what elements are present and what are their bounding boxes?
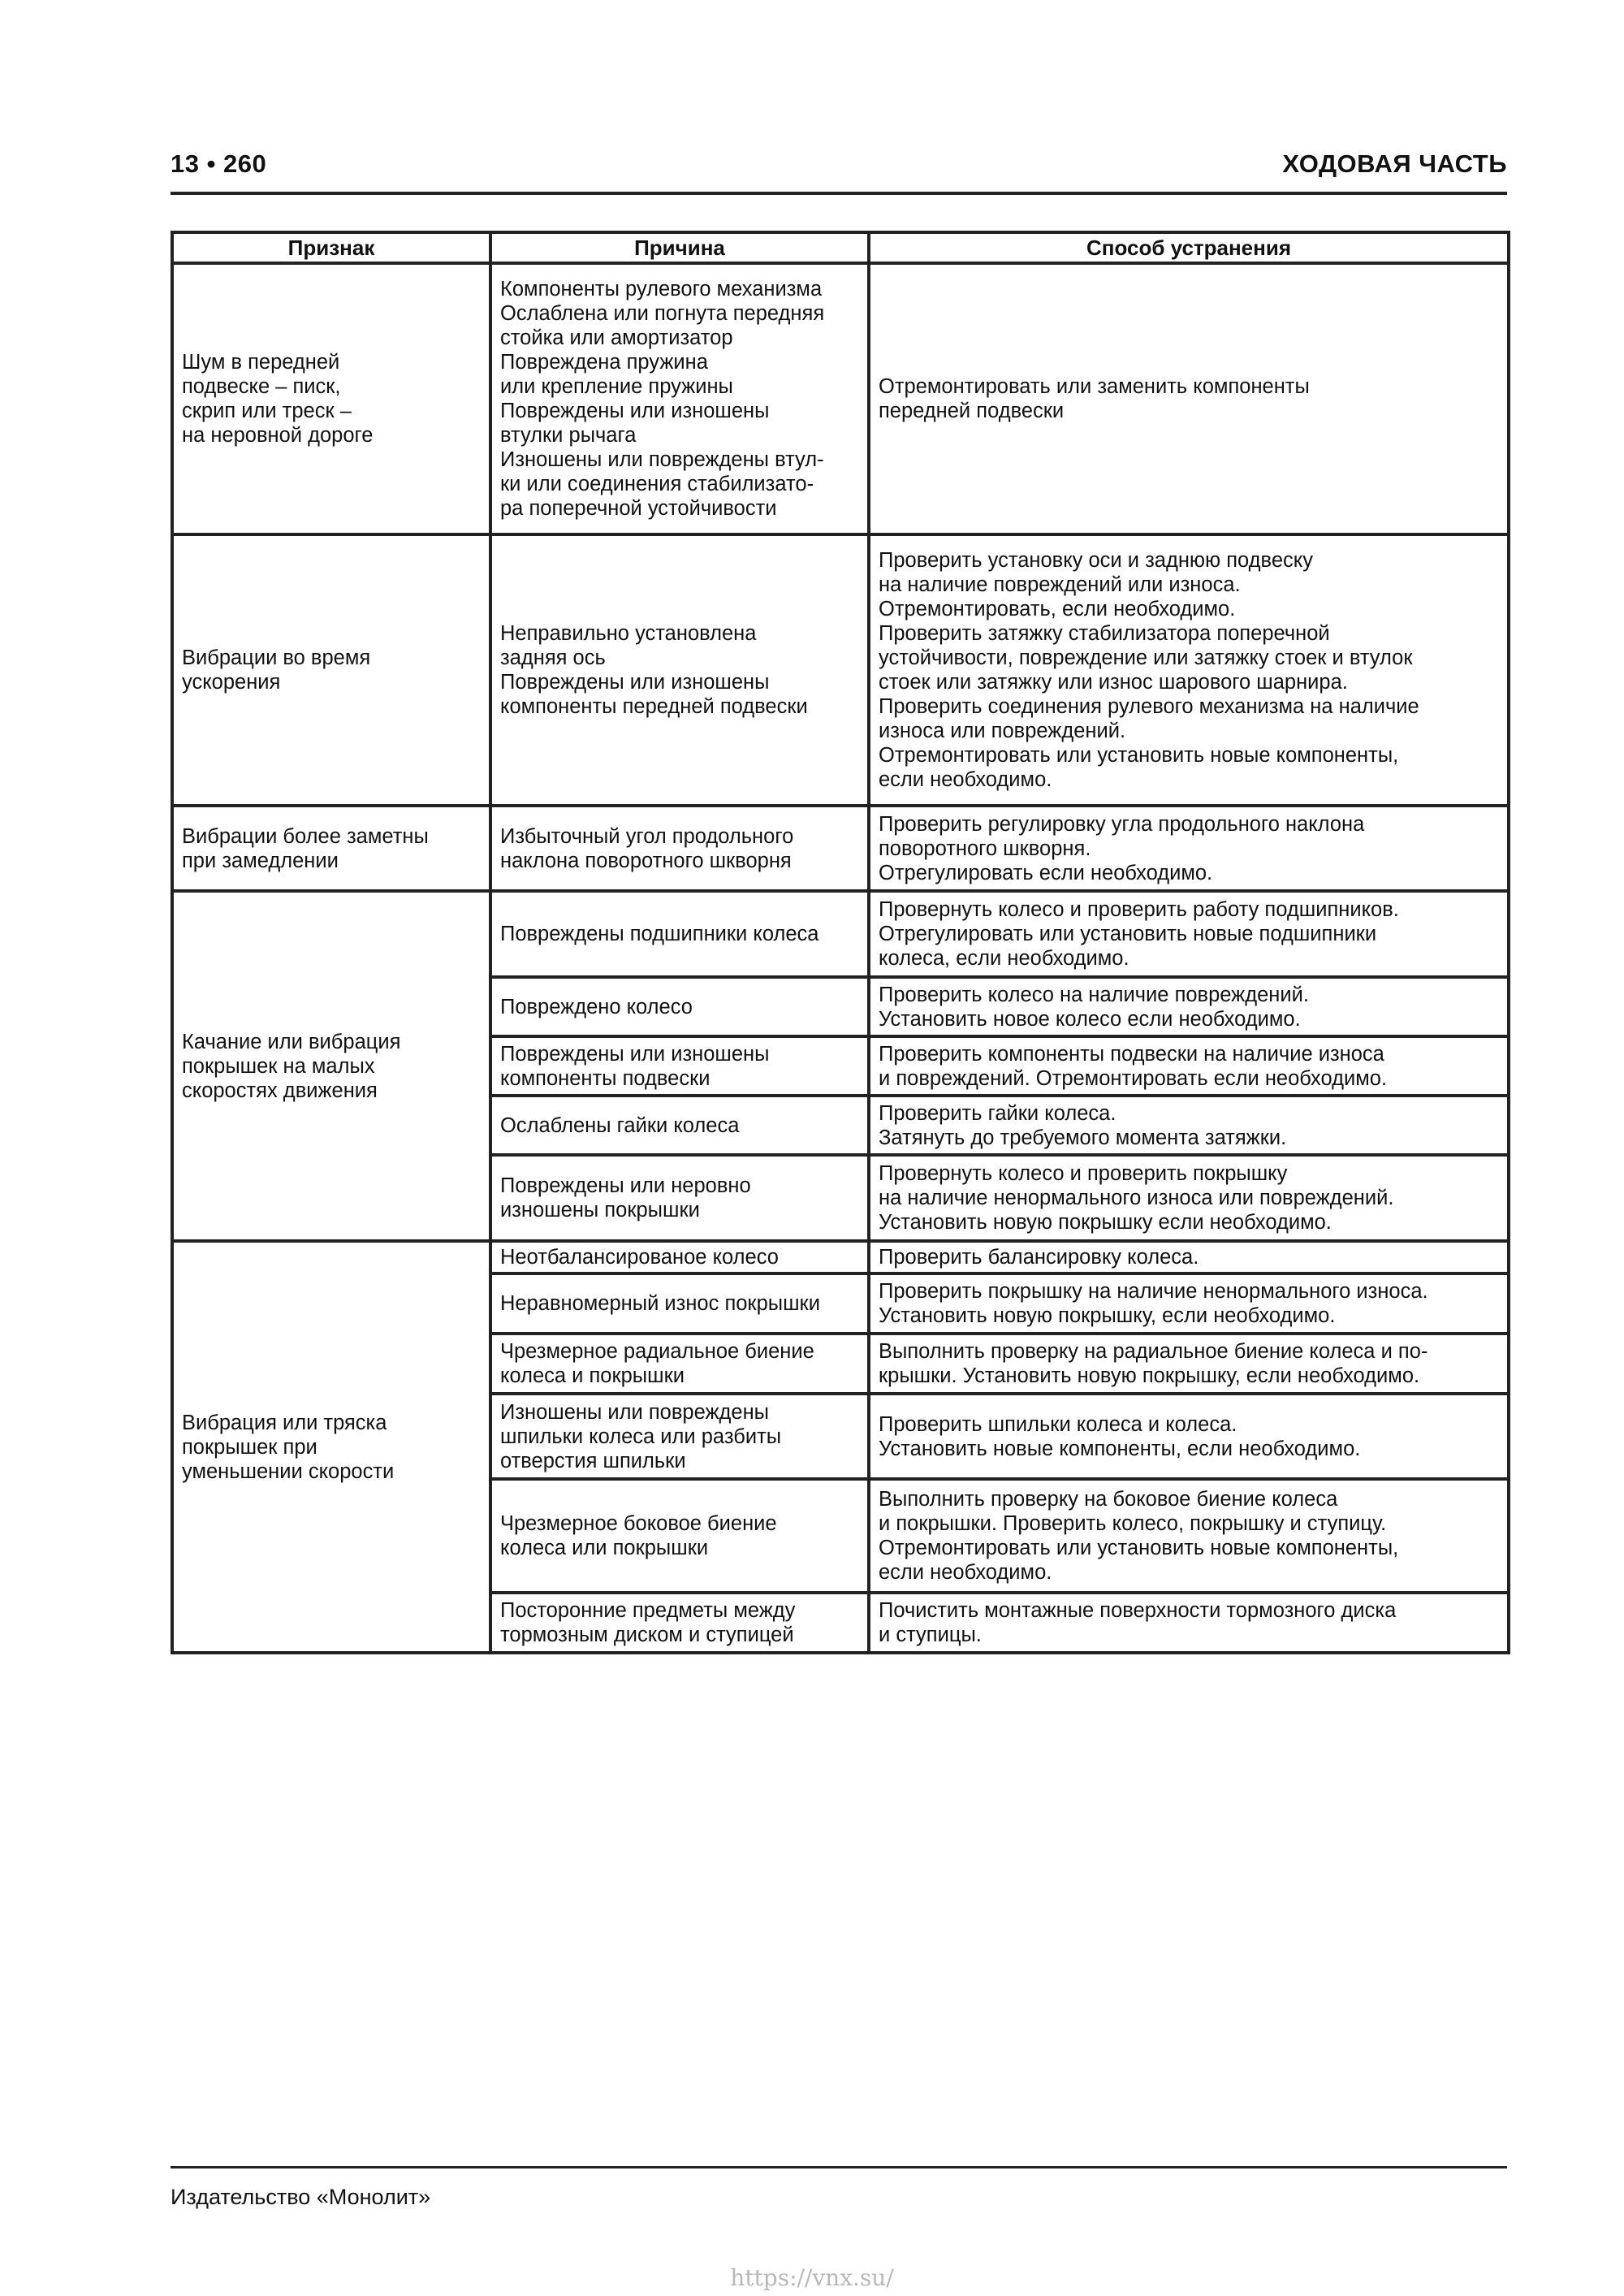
watermark-url: https://vnx.su/ (730, 2264, 894, 2291)
table-header-row (172, 232, 1509, 263)
symptom-cell: Вибрации во время ускорения (172, 534, 490, 806)
cause-cell: Повреждено колесо (490, 977, 869, 1036)
remedy-cell: Провернуть колесо и проверить работу подшипников. Отрегулировать или установить новые подшипники колеса, если необходимо. (869, 891, 1509, 977)
page-footer (171, 2166, 1507, 2210)
remedy-cell: Проверить балансировку колеса. (869, 1241, 1509, 1273)
remedy-cell: Проверить гайки колеса. Затянуть до требуемого момента затяжки. (869, 1096, 1509, 1155)
column-header-remedy: Способ устранения (869, 232, 1509, 263)
table-row (172, 263, 1509, 534)
symptom-cell: Вибрация или тряска покрышек при уменьшении скорости (172, 1241, 490, 1653)
publisher-name: Издательство «Монолит» (171, 2185, 431, 2209)
table-row (172, 534, 1509, 806)
cause-cell: Неправильно установлена задняя ось Повреждены или изношены компоненты передней подвески (490, 534, 869, 806)
remedy-cell: Проверить шпильки колеса и колеса. Установить новые компоненты, если необходимо. (869, 1394, 1509, 1479)
remedy-cell: Отремонтировать или заменить компоненты передней подвески (869, 263, 1509, 534)
remedy-cell: Проверить регулировку угла продольного наклона поворотного шкворня. Отрегулировать если необходимо. (869, 806, 1509, 891)
column-header-cause: Причина (490, 232, 869, 263)
remedy-cell: Почистить монтажные поверхности тормозного диска и ступицы. (869, 1593, 1509, 1653)
page-header (171, 146, 1507, 195)
table-row (172, 806, 1509, 891)
cause-cell: Избыточный угол продольного наклона поворотного шкворня (490, 806, 869, 891)
cause-cell: Чрезмерное радиальное биение колеса и покрышки (490, 1334, 869, 1394)
cause-cell: Неотбалансированое колесо (490, 1241, 869, 1273)
remedy-cell: Выполнить проверку на боковое биение колеса и покрышки. Проверить колесо, покрышку и ступицу. Отремонтировать или установить новые компоненты, если необходимо. (869, 1479, 1509, 1593)
column-header-symptom: Признак (172, 232, 490, 263)
cause-cell: Изношены или повреждены шпильки колеса или разбиты отверстия шпильки (490, 1394, 869, 1479)
symptom-cell: Шум в передней подвеске – писк, скрип или треск – на неровной дороге (172, 263, 490, 534)
cause-cell: Неравномерный износ покрышки (490, 1273, 869, 1334)
cause-cell: Посторонние предметы между тормозным диском и ступицей (490, 1593, 869, 1653)
remedy-cell: Проверить колесо на наличие повреждений. Установить новое колесо если необходимо. (869, 977, 1509, 1036)
remedy-cell: Проверить покрышку на наличие ненормального износа. Установить новую покрышку, если необходимо. (869, 1273, 1509, 1334)
cause-cell: Компоненты рулевого механизма Ослаблена или погнута передняя стойка или амортизатор Повреждена пружина или крепление пружины Повреждены или изношены втулки рычага Изношены или повреждены втул- ки или соединения стабилизато- ра поперечной устойчивости (490, 263, 869, 534)
table-body (172, 263, 1509, 1653)
cause-cell: Повреждены подшипники колеса (490, 891, 869, 977)
remedy-cell: Проверить компоненты подвески на наличие износа и повреждений. Отремонтировать если необходимо. (869, 1036, 1509, 1096)
remedy-cell: Провернуть колесо и проверить покрышку на наличие ненормального износа или повреждений. Установить новую покрышку если необходимо. (869, 1155, 1509, 1241)
cause-cell: Повреждены или изношены компоненты подвески (490, 1036, 869, 1096)
cause-cell: Ослаблены гайки колеса (490, 1096, 869, 1155)
remedy-cell: Выполнить проверку на радиальное биение колеса и по- крышки. Установить новую покрышку, если необходимо. (869, 1334, 1509, 1394)
troubleshooting-table (171, 231, 1510, 1654)
cause-cell: Чрезмерное боковое биение колеса или покрышки (490, 1479, 869, 1593)
section-title: ХОДОВАЯ ЧАСТЬ (1282, 149, 1507, 178)
symptom-cell: Вибрации более заметны при замедлении (172, 806, 490, 891)
table-row (172, 891, 1509, 977)
symptom-cell: Качание или вибрация покрышек на малых скоростях движения (172, 891, 490, 1241)
table-row (172, 1241, 1509, 1273)
remedy-cell: Проверить установку оси и заднюю подвеску на наличие повреждений или износа. Отремонтировать, если необходимо. Проверить затяжку стабилизатора поперечной устойчивости, повреждение или затяжку стоек и втулок стоек или затяжку или износ шарового шарнира. Проверить соединения рулевого механизма на наличие износа или повреждений. Отремонтировать или установить новые компоненты, если необходимо. (869, 534, 1509, 806)
cause-cell: Повреждены или неровно изношены покрышки (490, 1155, 869, 1241)
page-number: 13 • 260 (171, 149, 267, 178)
